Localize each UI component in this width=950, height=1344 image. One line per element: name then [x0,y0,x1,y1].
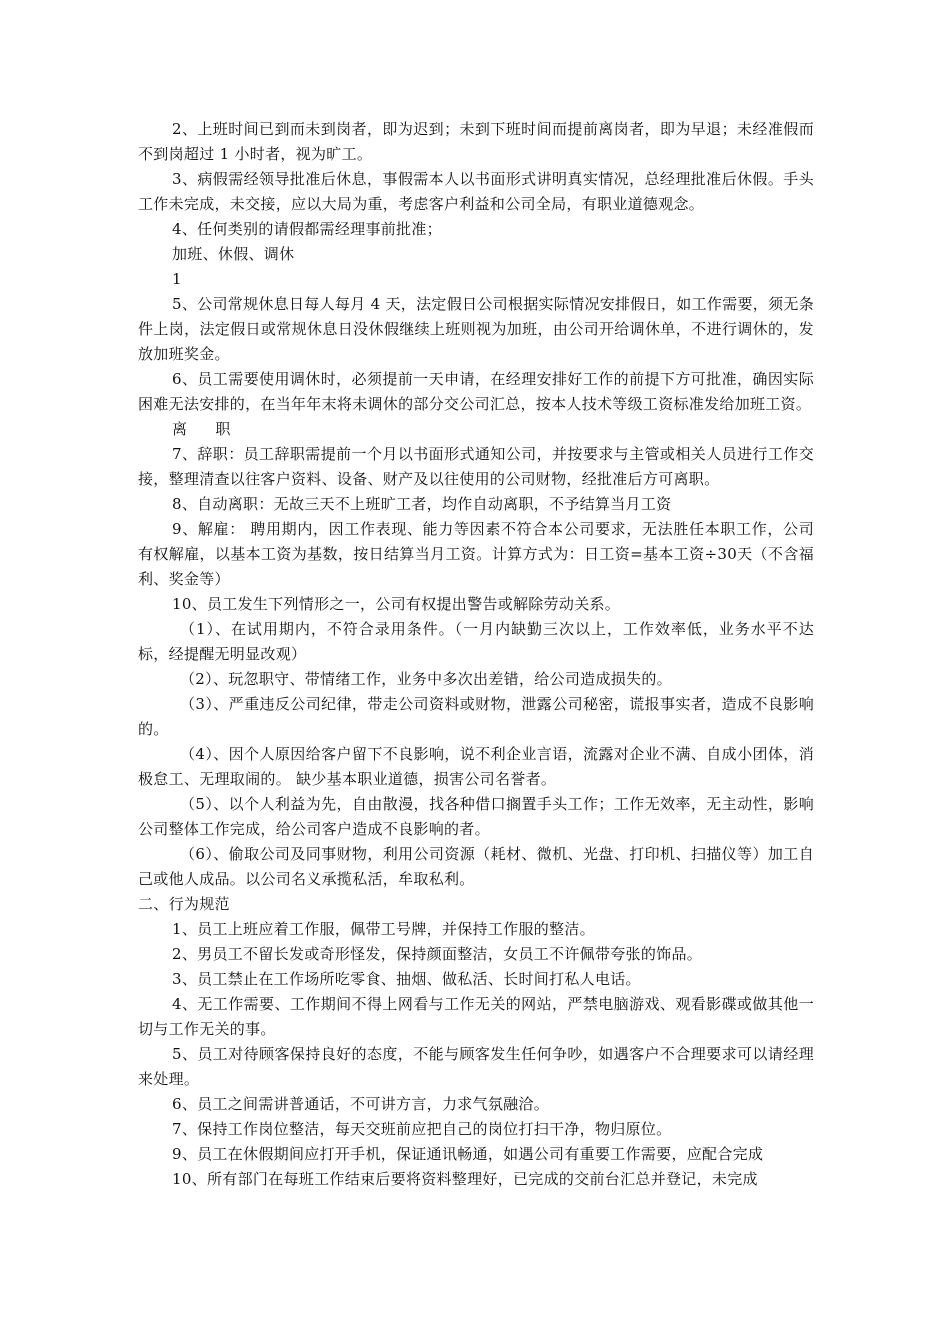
paragraph-lateness: 2、上班时间已到而未到岗者，即为迟到；未到下班时间而提前离岗者，即为早退；未经准假而不到岗超过 1 小时者，视为旷工。 [138,120,814,163]
conduct-rule-9: 9、员工在休假期间应打开手机，保证通讯畅通，如遇公司有重要工作需要，应配合完成 [172,1145,764,1163]
list-item-condition-3: （3）、严重违反公司纪律，带走公司资料或财物，泄露公司秘密，谎报事实者，造成不良影响的。 [138,695,814,738]
paragraph-leave-approval: 4、任何类别的请假都需经理事前批准； [172,220,442,238]
heading-char-1: 离 [172,420,188,438]
heading-char-2: 职 [215,420,231,438]
list-item-condition-6: （6）、偷取公司及同事财物，利用公司资源（耗材、微机、光盘、打印机、扫描仪等）加工自己或他人成品。以公司名义承揽私活，牟取私利。 [138,845,814,888]
section-heading-conduct: 二、行为规范 [138,895,230,913]
page-number-marker: 1 [172,270,182,288]
conduct-rule-7: 7、保持工作岗位整洁，每天交班前应把自己的岗位打扫干净，物归原位。 [172,1120,672,1138]
conduct-rule-3: 3、员工禁止在工作场所吃零食、抽烟、做私活、长时间打私人电话。 [172,970,641,988]
document-body [138,117,814,1192]
paragraph-sick-leave: 3、病假需经领导批准后休息，事假需本人以书面形式讲明真实情况，总经理批准后休假。手头工作未完成，未交接，应以大局为重，考虑客户利益和公司全局，有职业道德观念。 [138,170,814,213]
conduct-rule-10: 10、所有部门在每班工作结束后要将资料整理好，已完成的交前台汇总并登记，未完成 [172,1170,758,1188]
list-item-condition-2: （2）、玩忽职守、带情绪工作，业务中多次出差错，给公司造成损失的。 [180,670,672,688]
conduct-rule-2: 2、男员工不留长发或奇形怪发，保持颜面整洁，女员工不许佩带夸张的饰品。 [172,945,703,963]
section-heading-overtime: 加班、休假、调休 [172,245,295,263]
conduct-rule-6: 6、员工之间需讲普通话，不可讲方言，力求气氛融洽。 [172,1095,550,1113]
paragraph-compensatory-leave: 6、员工需要使用调休时，必须提前一天申请，在经理安排好工作的前提下方可批准，确因实际困难无法安排的，在当年年末将未调休的部分交公司汇总，按本人技术等级工资标准发给加班工资。 [138,370,814,413]
paragraph-auto-departure: 8、自动离职：无故三天不上班旷工者，均作自动离职，不予结算当月工资 [172,495,672,513]
paragraph-dismissal: 9、解雇： 聘用期内，因工作表现、能力等因素不符合本公司要求，无法胜任本职工作，公司有权解雇，以基本工资为基数，按日结算当月工资。计算方式为：日工资=基本工资÷30天（不含福利、奖金等） [138,520,814,588]
section-heading-resignation [138,417,814,442]
list-item-condition-5: （5）、以个人利益为先，自由散漫，找各种借口搁置手头工作；工作无效率，无主动性，影响公司整体工作完成，给公司客户造成不良影响的者。 [138,795,814,838]
conduct-rule-4: 4、无工作需要、工作期间不得上网看与工作无关的网站，严禁电脑游戏、观看影碟或做其他一切与工作无关的事。 [138,995,814,1038]
paragraph-rest-days: 5、公司常规休息日每人每月 4 天，法定假日公司根据实际情况安排假日，如工作需要，须无条件上岗，法定假日或常规休息日没休假继续上班则视为加班，由公司开给调休单，不进行调休的，发放加班奖金。 [138,295,814,363]
paragraph-resignation: 7、辞职：员工辞职需提前一个月以书面形式通知公司，并按要求与主管或相关人员进行工作交接，整理清查以往客户资料、设备、财产及以往使用的公司财物，经批准后方可离职。 [138,445,814,488]
conduct-rule-5: 5、员工对待顾客保持良好的态度，不能与顾客发生任何争吵，如遇客户不合理要求可以请经理来处理。 [138,1045,814,1088]
paragraph-warning-conditions: 10、员工发生下列情形之一，公司有权提出警告或解除劳动关系。 [172,595,621,613]
list-item-condition-4: （4）、因个人原因给客户留下不良影响，说不利企业言语，流露对企业不满、自成小团体，消极怠工、无理取闹的。 缺少基本职业道德，损害公司名誉者。 [138,745,814,788]
conduct-rule-1: 1、员工上班应着工作服，佩带工号牌，并保持工作服的整洁。 [172,920,595,938]
list-item-condition-1: （1）、在试用期内，不符合录用条件。（一月内缺勤三次以上，工作效率低，业务水平不达标，经提醒无明显改观） [138,620,814,663]
